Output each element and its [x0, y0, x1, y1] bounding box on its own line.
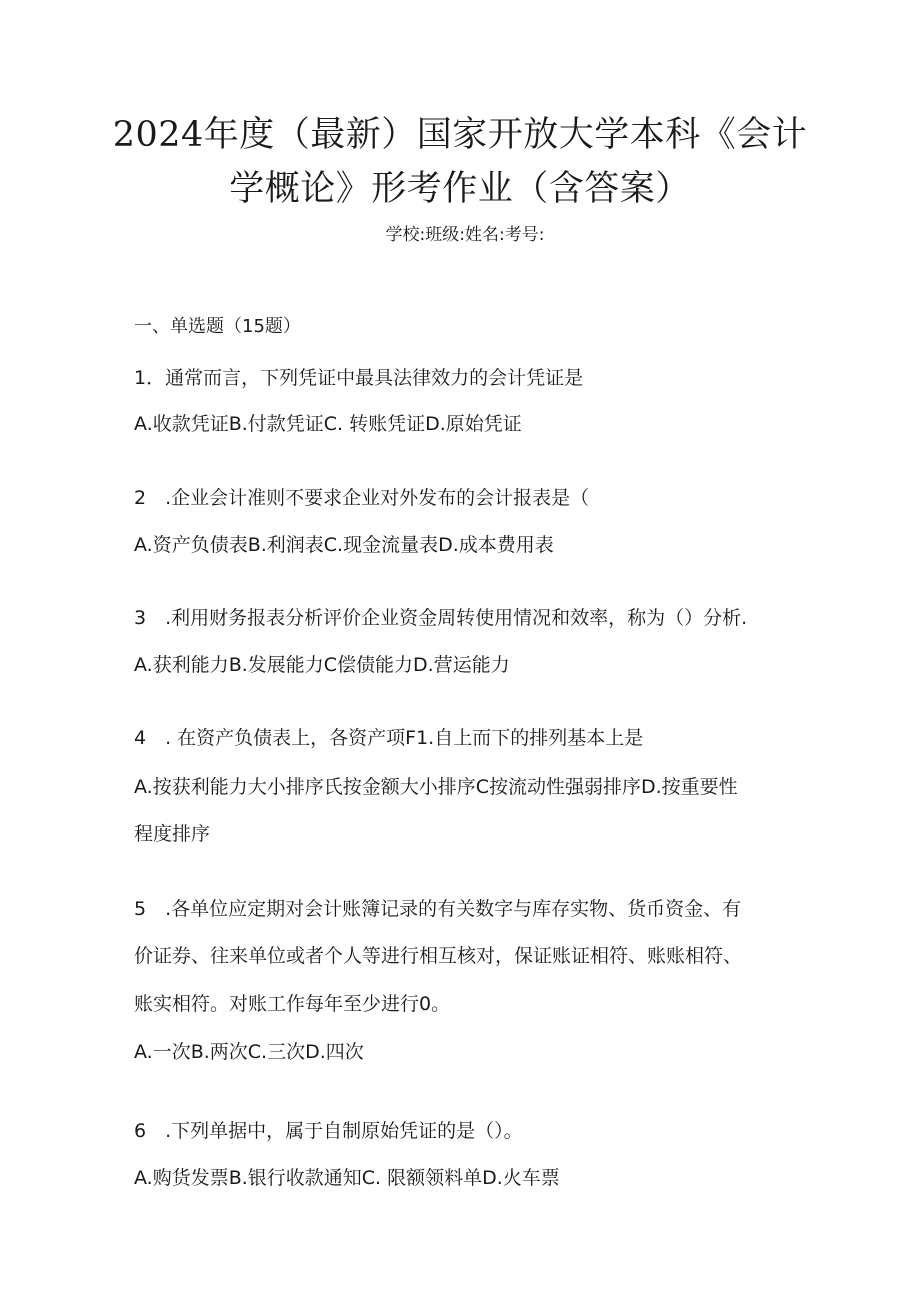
question-5-stem-line-2: 价证券、往来单位或者个人等进行相互核对，保证账证相符、账账相符、: [134, 945, 743, 967]
question-2-stem: 2 .企业会计准则不要求企业对外发布的会计报表是（: [134, 487, 590, 509]
question-6-stem: 6 .下列单据中，属于自制原始凭证的是（）。: [134, 1120, 523, 1142]
student-info-line: 学校:班级:姓名:考号:: [385, 225, 545, 245]
title-line-1: 2024年度（最新）国家开放大学本科《会计: [112, 115, 808, 155]
question-4-options-line-2: 程度排序: [134, 823, 211, 845]
section-heading: 一、单选题（15题）: [134, 316, 301, 337]
question-5-stem-line-3: 账实相符。对账工作每年至少进行0。: [134, 993, 451, 1015]
title-line-2: 学概论》形考作业（含答案）: [229, 169, 691, 209]
question-4-stem: 4 . 在资产负债表上，各资产项F1.自上而下的排列基本上是: [134, 727, 644, 749]
question-3-options: A.获利能力B.发展能力C偿债能力D.营运能力: [134, 654, 510, 676]
question-1-options: A.收款凭证B.付款凭证C. 转账凭证D.原始凭证: [134, 413, 522, 435]
document-title: [100, 108, 820, 216]
question-2-options: A.资产负债表B.利润表C.现金流量表D.成本费用表: [134, 534, 554, 556]
question-3-stem: 3 .利用财务报表分析评价企业资金周转使用情况和效率，称为（）分析.: [134, 607, 748, 629]
question-1-stem: 1．通常而言，下列凭证中最具法律效力的会计凭证是: [134, 367, 584, 389]
question-5-stem-line-1: 5 .各单位应定期对会计账簿记录的有关数字与库存实物、货币资金、有: [134, 898, 742, 920]
question-6-options: A.购货发票B.银行收款通知C. 限额领料单D.火车票: [134, 1167, 560, 1189]
question-4-options-line-1: A.按获利能力大小排序氏按金额大小排序C按流动性强弱排序D.按重要性: [134, 776, 738, 798]
question-5-options: A.一次B.两次C.三次D.四次: [134, 1041, 364, 1063]
